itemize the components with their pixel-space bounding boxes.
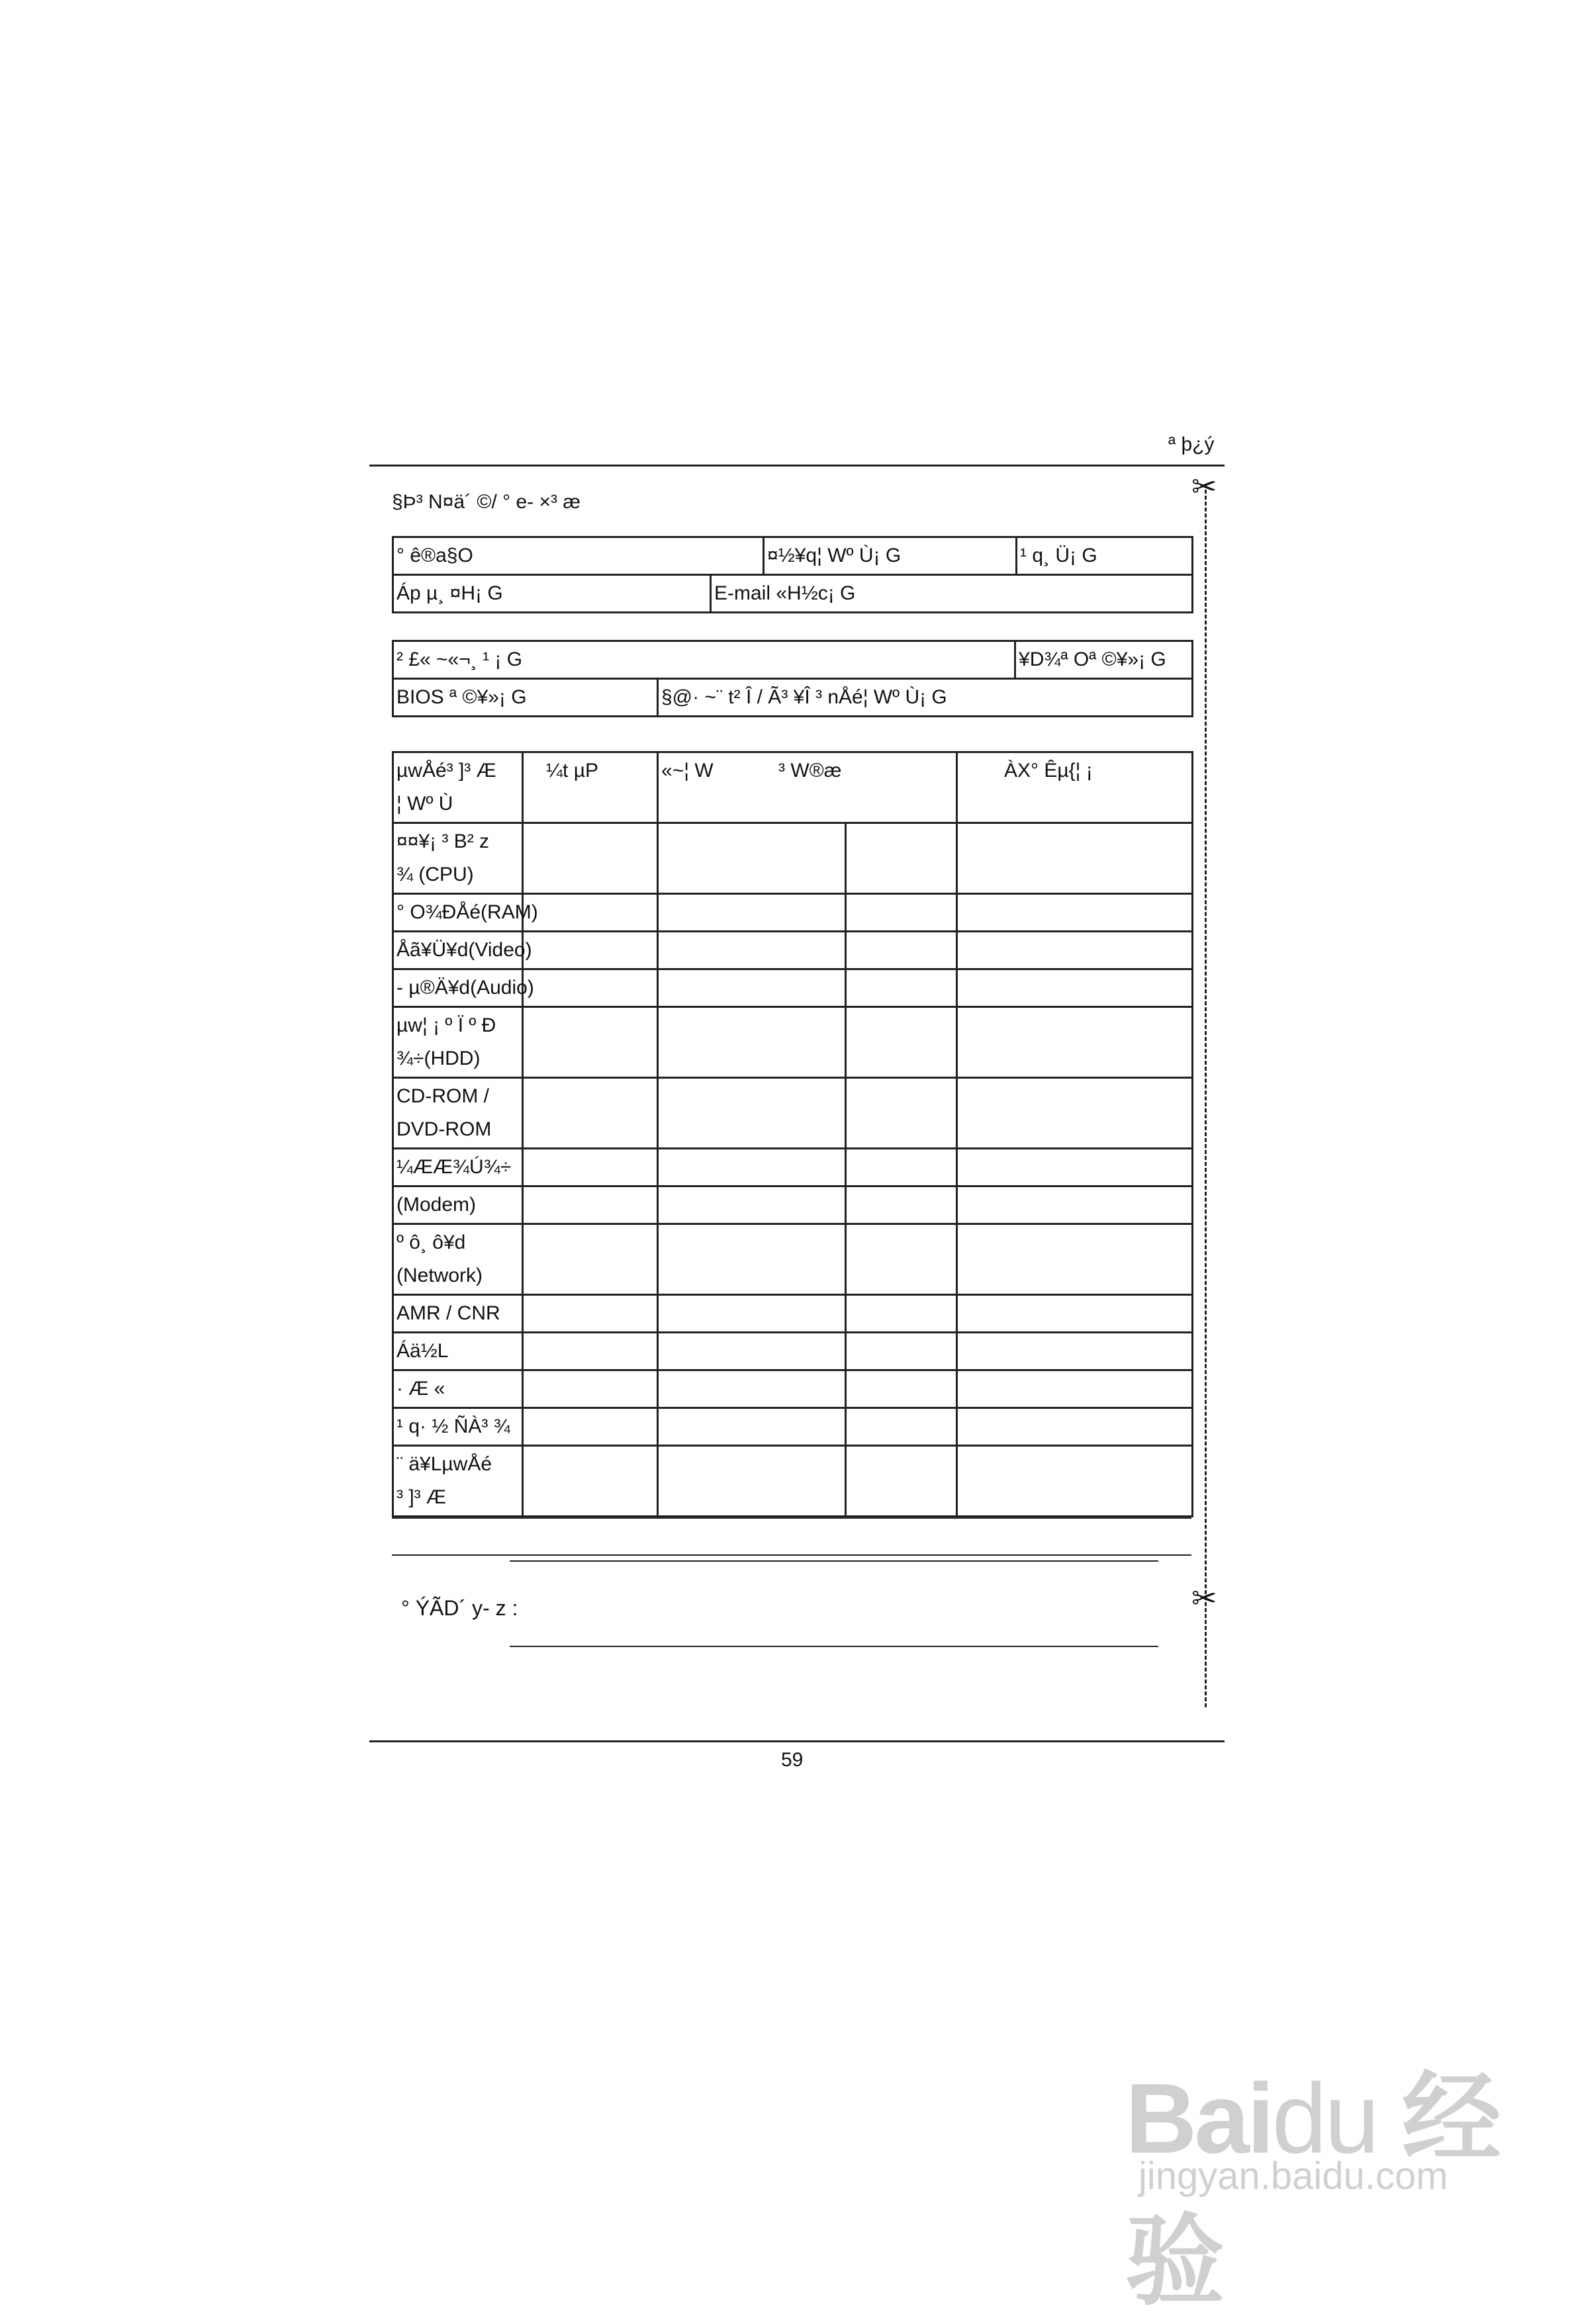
input-cell[interactable]	[957, 932, 1193, 969]
footer-rule	[369, 1740, 1225, 1742]
input-cell[interactable]	[846, 1149, 957, 1186]
input-cell[interactable]	[957, 1370, 1193, 1408]
input-cell[interactable]	[658, 1224, 846, 1295]
input-cell[interactable]	[523, 1224, 658, 1295]
table-row	[393, 1078, 1193, 1149]
input-cell[interactable]	[658, 1370, 846, 1408]
input-cell[interactable]	[523, 1149, 658, 1186]
input-cell[interactable]	[658, 894, 846, 932]
input-cell[interactable]	[523, 969, 658, 1007]
input-cell[interactable]	[957, 1333, 1193, 1370]
table-row	[393, 1408, 1193, 1446]
problem-description-label: ° ÝÃD´ y- z :	[401, 1596, 518, 1620]
email-field[interactable]: E-mail «H½c¡ G	[711, 575, 1193, 613]
table-row	[393, 969, 1193, 1007]
scissors-icon: ✂	[1191, 469, 1217, 504]
signature-line	[510, 1646, 1158, 1647]
input-cell[interactable]	[523, 823, 658, 894]
input-cell[interactable]	[523, 1078, 658, 1149]
watermark-url: jingyan.baidu.com	[1138, 2155, 1448, 2198]
device-label: - µ®Ä¥d(Audio)	[393, 969, 523, 1007]
input-cell[interactable]	[658, 823, 846, 894]
input-cell[interactable]	[957, 1186, 1193, 1224]
device-label: ° O¾ÐÅé(RAM)	[393, 894, 523, 932]
table-row	[393, 1007, 1193, 1078]
table-row	[393, 1186, 1193, 1224]
pcb-version-field[interactable]: ¥D¾ª Oª ©¥»¡ G	[1015, 641, 1193, 679]
header-driver: ÀX° Êµ{¦ ¡	[957, 752, 1193, 823]
device-label: ¤¤¥¡ ³ B² z ¾ (CPU)	[393, 823, 523, 894]
divider-line	[392, 1517, 1191, 1519]
model-field[interactable]: ² £« ~«¬¸ ¹ ¡ G	[393, 641, 1015, 679]
divider-line	[392, 1554, 1191, 1556]
scissors-icon: ✂	[1191, 1581, 1217, 1615]
input-cell[interactable]	[957, 1078, 1193, 1149]
table-row	[393, 1149, 1193, 1186]
device-label: µw¦ ¡ º Ï º Ð ¾÷(HDD)	[393, 1007, 523, 1078]
date-field[interactable]: ¤½¥q¦ Wº Ù¡ G	[764, 537, 1017, 575]
input-cell[interactable]	[658, 969, 846, 1007]
device-label: AMR / CNR	[393, 1295, 523, 1333]
contact-table	[392, 536, 1193, 613]
watermark-logo: Baidu 经验	[1125, 2063, 1499, 2317]
device-label: Åã¥Ü¥d(Video)	[393, 932, 523, 969]
input-cell[interactable]	[846, 1078, 957, 1149]
input-cell[interactable]	[957, 1007, 1193, 1078]
input-cell[interactable]	[658, 1078, 846, 1149]
input-cell[interactable]	[658, 1149, 846, 1186]
input-cell[interactable]	[846, 1370, 957, 1408]
signature-line	[510, 1560, 1158, 1562]
table-row	[393, 1370, 1193, 1408]
page-number: 59	[781, 1749, 804, 1771]
table-row	[393, 1333, 1193, 1370]
product-table	[392, 640, 1193, 717]
input-cell[interactable]	[846, 1333, 957, 1370]
device-label: ¨ ä¥LµwÅé ³ ]³ Æ	[393, 1446, 523, 1517]
table-header-row	[393, 752, 1193, 823]
input-cell[interactable]	[846, 1224, 957, 1295]
device-label: CD-ROM / DVD-ROM	[393, 1078, 523, 1149]
bios-field[interactable]: BIOS ª ©¥»¡ G	[393, 679, 658, 717]
input-cell[interactable]	[658, 1333, 846, 1370]
input-cell[interactable]	[846, 1408, 957, 1446]
device-label: (Modem)	[393, 1186, 523, 1224]
input-cell[interactable]	[846, 1446, 957, 1517]
input-cell[interactable]	[846, 1007, 957, 1078]
input-cell[interactable]	[957, 1224, 1193, 1295]
input-cell[interactable]	[658, 1007, 846, 1078]
contact-person-field[interactable]: ¹ q¸ Ü¡ G	[1017, 537, 1193, 575]
components-table	[392, 751, 1193, 1517]
input-cell[interactable]	[523, 1408, 658, 1446]
phone-field[interactable]: Áp µ¸ ¤H¡ G	[393, 575, 711, 613]
table-row	[393, 1224, 1193, 1295]
input-cell[interactable]	[523, 1007, 658, 1078]
input-cell[interactable]	[846, 894, 957, 932]
header-brand: ¼t µP	[523, 752, 658, 823]
input-cell[interactable]	[523, 932, 658, 969]
table-row	[393, 1446, 1193, 1517]
device-label: · Æ «	[393, 1370, 523, 1408]
os-field[interactable]: §@· ~¨ t² Î / Ã³ ¥Î ³ nÅé¦ Wº Ù¡ G	[658, 679, 1193, 717]
input-cell[interactable]	[846, 823, 957, 894]
input-cell[interactable]	[658, 1295, 846, 1333]
input-cell[interactable]	[957, 969, 1193, 1007]
input-cell[interactable]	[523, 1333, 658, 1370]
input-cell[interactable]	[658, 1446, 846, 1517]
input-cell[interactable]	[957, 1408, 1193, 1446]
header-rule	[369, 465, 1225, 467]
input-cell[interactable]	[846, 1186, 957, 1224]
input-cell[interactable]	[523, 1186, 658, 1224]
input-cell[interactable]	[658, 1186, 846, 1224]
cut-line	[1205, 490, 1207, 1707]
name-field[interactable]: ° ê®a§O	[393, 537, 764, 575]
device-label: ¹ q· ½ ÑÀ³ ¾	[393, 1408, 523, 1446]
input-cell[interactable]	[658, 932, 846, 969]
device-label: Áä½L	[393, 1333, 523, 1370]
input-cell[interactable]	[957, 823, 1193, 894]
input-cell[interactable]	[846, 969, 957, 1007]
input-cell[interactable]	[846, 932, 957, 969]
table-row	[393, 932, 1193, 969]
input-cell[interactable]	[957, 1149, 1193, 1186]
table-row	[393, 1295, 1193, 1333]
input-cell[interactable]	[957, 1295, 1193, 1333]
page-header-label: ª þ¿ý	[1168, 433, 1215, 455]
input-cell[interactable]	[523, 1295, 658, 1333]
device-label: º ô¸ ô¥d (Network)	[393, 1224, 523, 1295]
form-title: §Þ³ N¤ä´ ©/ ° e- ×³ æ	[392, 491, 581, 513]
input-cell[interactable]	[957, 1446, 1193, 1517]
input-cell[interactable]	[523, 1446, 658, 1517]
device-label: ¼ÆÆ¾Ú¾÷	[393, 1149, 523, 1186]
header-product-spec: «~¦ W ³ W®æ	[658, 752, 957, 823]
input-cell[interactable]	[957, 894, 1193, 932]
input-cell[interactable]	[523, 1370, 658, 1408]
table-row	[393, 823, 1193, 894]
header-device-name: µwÅé³ ]³ Æ ¦ Wº Ù	[393, 752, 523, 823]
input-cell[interactable]	[846, 1295, 957, 1333]
input-cell[interactable]	[658, 1408, 846, 1446]
table-row	[393, 894, 1193, 932]
input-cell[interactable]	[523, 894, 658, 932]
